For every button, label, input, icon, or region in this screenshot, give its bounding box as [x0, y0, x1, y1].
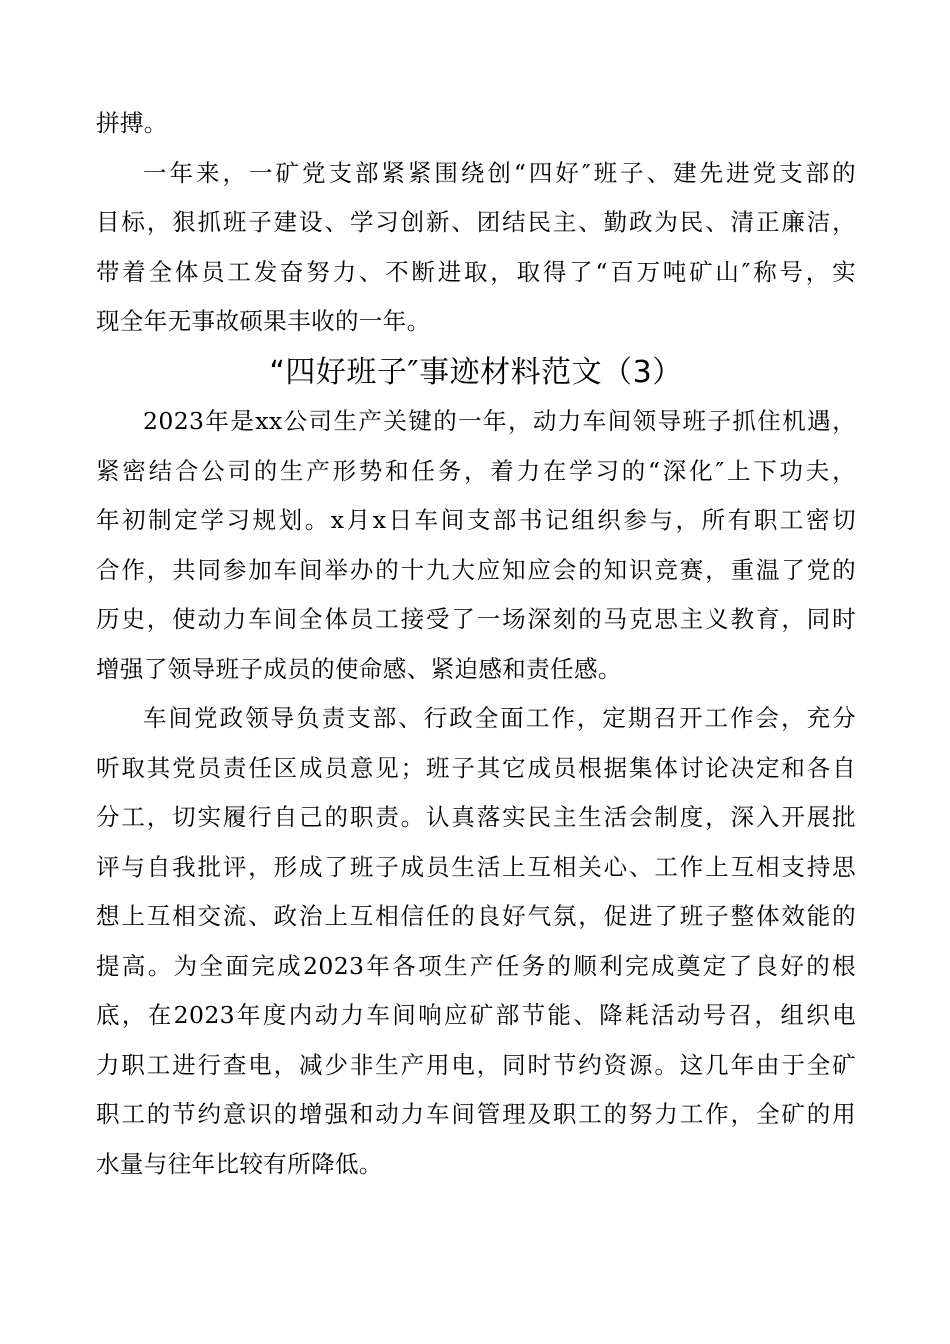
- paragraph-line: 2023年是xx公司生产关键的一年，动力车间领导班子抓住机遇，: [143, 407, 856, 435]
- paragraph-line: 评与自我批评，形成了班子成员生活上互相关心、工作上互相支持思: [96, 852, 856, 881]
- continuation-paragraph: [96, 100, 856, 146]
- section-title: “四好班子″事迹材料范文（3）: [269, 355, 683, 390]
- paragraph-line: 历史，使动力车间全体员工接受了一场深刻的马克思主义教育，同时: [96, 605, 856, 633]
- paragraph-line: 带着全体员工发奋努力、不断进取，取得了“百万吨矿山″称号，实: [96, 257, 856, 286]
- paragraph-line: 车间党政领导负责支部、行政全面工作，定期召开工作会，充分: [143, 704, 856, 732]
- paragraph-study: [96, 398, 856, 692]
- paragraph-summary: [96, 150, 856, 345]
- paragraph-line: 紧密结合公司的生产形势和任务，着力在学习的“深化″上下功夫，: [96, 456, 856, 485]
- paragraph-line: 合作，共同参加车间举办的十九大应知应会的知识竞赛，重温了党的: [96, 555, 856, 584]
- paragraph-line: 拼搏。: [96, 109, 168, 137]
- paragraph-line: 目标，狠抓班子建设、学习创新、团结民主、勤政为民、清正廉洁，: [96, 208, 856, 236]
- paragraph-line: 年初制定学习规划。x月x日车间支部书记组织参与，所有职工密切: [96, 506, 856, 534]
- paragraph-line: 分工，切实履行自己的职责。认真落实民主生活会制度，深入开展批: [96, 803, 856, 831]
- paragraph-line: 提高。为全面完成2023年各项生产任务的顺利完成奠定了良好的根: [96, 951, 856, 980]
- paragraph-leadership: [96, 695, 856, 1187]
- paragraph-line: 一年来，一矿党支部紧紧围绕创“四好″班子、建先进党支部的: [143, 158, 856, 187]
- paragraph-line: 水量与往年比较有所降低。: [96, 1149, 383, 1178]
- paragraph-line: 增强了领导班子成员的使命感、紧迫感和责任感。: [96, 654, 622, 683]
- paragraph-line: 听取其党员责任区成员意见；班子其它成员根据集体讨论决定和各自: [96, 753, 856, 782]
- paragraph-line: 职工的节约意识的增强和动力车间管理及职工的努力工作，全矿的用: [96, 1100, 856, 1128]
- paragraph-line: 底，在2023年度内动力车间响应矿部节能、降耗活动号召，组织电: [96, 1001, 856, 1029]
- paragraph-line: 现全年无事故硕果丰收的一年。: [96, 307, 431, 335]
- paragraph-line: 力职工进行查电，减少非生产用电，同时节约资源。这几年由于全矿: [96, 1050, 856, 1079]
- document-body: [96, 100, 856, 1190]
- paragraph-line: 想上互相交流、政治上互相信任的良好气氛，促进了班子整体效能的: [96, 902, 856, 930]
